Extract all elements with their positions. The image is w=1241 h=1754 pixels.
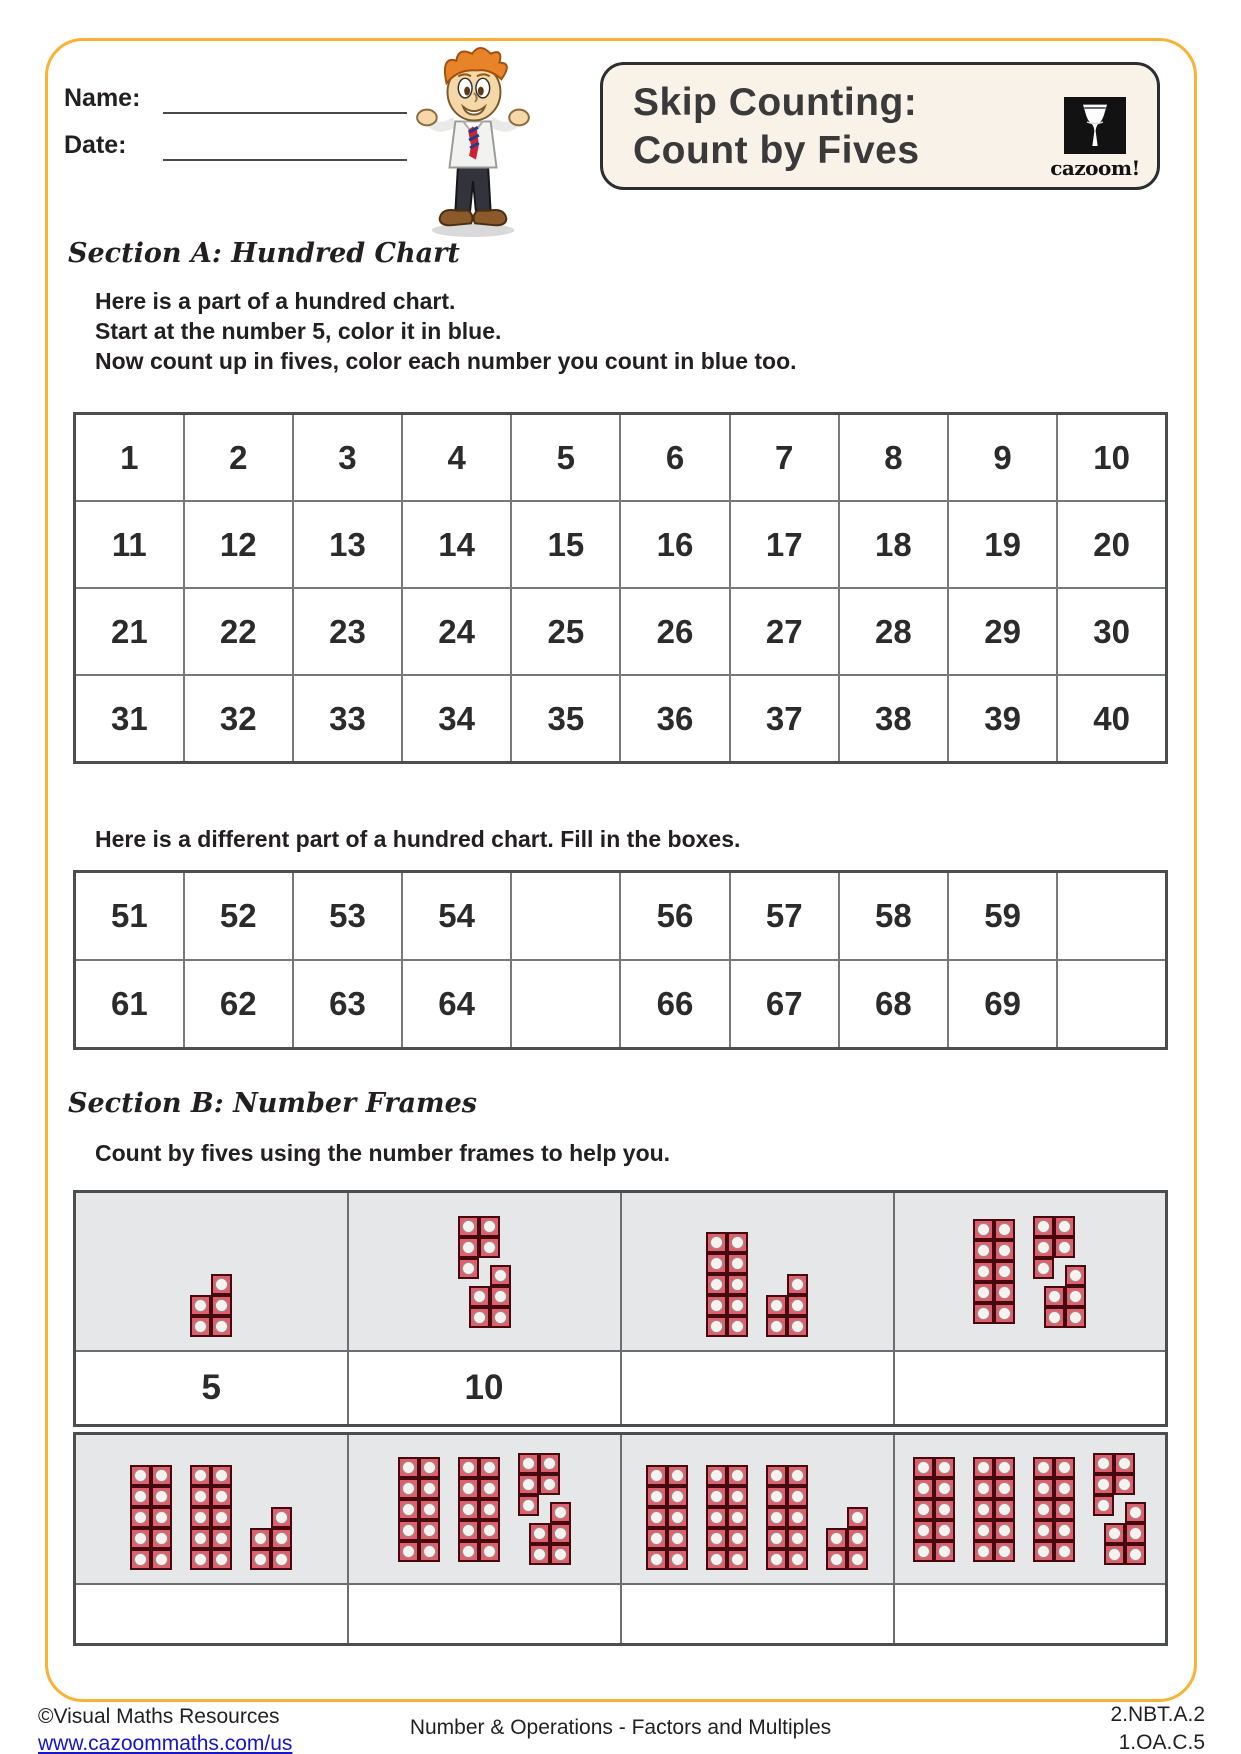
number-cell: 19 [948,501,1057,588]
number-cell: 4 [402,414,511,502]
number-frame-cell [75,1434,348,1585]
number-cell: 12 [184,501,293,588]
number-frame-cell [75,1192,348,1352]
number-frame-cell [894,1434,1167,1585]
number-cell: 69 [948,960,1057,1049]
number-cell: 6 [620,414,729,502]
section-a-heading: Section A: Hundred Chart [68,238,460,269]
fill-in-cell[interactable] [1057,960,1166,1049]
number-cell: 20 [1057,501,1166,588]
number-cell: 31 [75,675,184,763]
number-cell: 36 [620,675,729,763]
numicon-ten-piece [973,1457,1015,1562]
number-cell: 7 [730,414,839,502]
numicon-five-piece [826,1507,868,1570]
number-cell: 15 [511,501,620,588]
numicon-ten-piece [458,1457,500,1562]
number-cell: 22 [184,588,293,675]
numicon-five-piece [766,1274,808,1337]
section-b-heading: Section B: Number Frames [68,1088,477,1119]
number-cell: 16 [620,501,729,588]
cazoom-url-link[interactable]: www.cazoommaths.com/us [38,1732,293,1754]
number-cell: 34 [402,675,511,763]
number-cell: 32 [184,675,293,763]
date-label: Date: [64,131,127,159]
number-cell: 53 [293,872,402,961]
numicon-five-plus-five-pair [1033,1216,1086,1328]
number-cell: 25 [511,588,620,675]
standard-code-2: 1.OA.C.5 [1118,1731,1205,1754]
numicon-ten-piece [766,1465,808,1570]
number-cell: 33 [293,675,402,763]
date-line[interactable] [163,159,407,161]
footer-standards [1110,1701,1205,1754]
number-cell: 66 [620,960,729,1049]
fill-in-cell[interactable] [1057,872,1166,961]
copyright-text: ©Visual Maths Resources [38,1705,280,1728]
answer-fill-in-cell[interactable] [894,1351,1167,1426]
numicon-ten-piece [190,1465,232,1570]
number-cell: 26 [620,588,729,675]
number-cell: 24 [402,588,511,675]
number-cell: 1 [75,414,184,502]
numicon-five-piece [529,1502,571,1565]
numicon-five-plus-five-pair [518,1453,571,1565]
number-cell: 58 [839,872,948,961]
section-b-instruction: Count by fives using the number frames to help you. [95,1140,671,1166]
name-line[interactable] [163,112,407,114]
numicon-ten-piece [706,1465,748,1570]
number-frames-table-2 [73,1432,1168,1646]
number-cell: 8 [839,414,948,502]
number-cell: 11 [75,501,184,588]
number-cell: 27 [730,588,839,675]
number-cell: 59 [948,872,1057,961]
number-cell: 54 [402,872,511,961]
number-cell: 39 [948,675,1057,763]
number-cell: 29 [948,588,1057,675]
answer-fill-in-cell[interactable] [621,1584,894,1645]
hundred-chart-grid-2 [73,870,1168,1050]
number-cell: 23 [293,588,402,675]
number-frame-cell [894,1192,1167,1352]
number-cell: 56 [620,872,729,961]
number-cell: 35 [511,675,620,763]
number-cell: 9 [948,414,1057,502]
number-cell: 52 [184,872,293,961]
number-cell: 14 [402,501,511,588]
number-cell: 13 [293,501,402,588]
number-cell: 2 [184,414,293,502]
fill-in-cell[interactable] [511,872,620,961]
number-cell: 10 [1057,414,1166,502]
answer-cell: 5 [75,1351,348,1426]
number-cell: 57 [730,872,839,961]
logo-wordmark: cazoom! [1050,156,1140,180]
answer-fill-in-cell[interactable] [621,1351,894,1426]
number-cell: 62 [184,960,293,1049]
fill-in-instruction: Here is a different part of a hundred chart. Fill in the boxes. [95,826,741,852]
number-cell: 37 [730,675,839,763]
title-banner [600,62,1160,190]
number-cell: 18 [839,501,948,588]
numicon-ten-piece [1033,1457,1075,1562]
answer-cell: 10 [348,1351,621,1426]
number-cell: 68 [839,960,948,1049]
numicon-ten-piece [913,1457,955,1562]
numicon-ten-piece [398,1457,440,1562]
standard-code-1: 2.NBT.A.2 [1110,1703,1205,1726]
title-line-2: Count by Fives [633,129,920,172]
number-cell: 30 [1057,588,1166,675]
number-cell: 64 [402,960,511,1049]
number-cell: 63 [293,960,402,1049]
cartoon-boy-mascot-illustration [398,44,548,245]
instruction-line-3: Now count up in fives, color each number you count in blue too. [95,348,797,374]
worksheet-title [633,79,920,175]
numicon-five-piece [1104,1502,1146,1565]
number-frame-cell [621,1192,894,1352]
numicon-ten-piece [646,1465,688,1570]
number-frame-cell [348,1434,621,1585]
fill-in-cell[interactable] [511,960,620,1049]
number-cell: 5 [511,414,620,502]
number-cell: 61 [75,960,184,1049]
answer-fill-in-cell[interactable] [348,1584,621,1645]
number-frame-cell [348,1192,621,1352]
instruction-line-1: Here is a part of a hundred chart. [95,288,456,314]
numicon-ten-piece [973,1219,1015,1324]
number-frames-table-1 [73,1190,1168,1427]
instruction-line-2: Start at the number 5, color it in blue. [95,318,502,344]
answer-fill-in-cell[interactable] [75,1584,348,1645]
numicon-five-plus-five-pair [458,1216,511,1328]
number-cell: 40 [1057,675,1166,763]
number-frame-cell [621,1434,894,1585]
title-line-1: Skip Counting: [633,81,918,124]
name-label: Name: [64,84,141,112]
number-cell: 38 [839,675,948,763]
mascot-icon [398,44,548,240]
numicon-ten-piece [706,1232,748,1337]
cazoom-logo [1045,97,1145,180]
number-cell: 67 [730,960,839,1049]
number-cell: 51 [75,872,184,961]
number-cell: 17 [730,501,839,588]
numicon-five-piece [1044,1265,1086,1328]
number-cell: 21 [75,588,184,675]
hundred-chart-grid-1 [73,412,1168,764]
numicon-ten-piece [130,1465,172,1570]
numicon-five-piece [190,1274,232,1337]
number-cell: 28 [839,588,948,675]
vase-icon [1064,97,1126,154]
numicon-five-piece [469,1265,511,1328]
numicon-five-plus-five-pair [1093,1453,1146,1565]
number-cell: 3 [293,414,402,502]
numicon-five-piece [250,1507,292,1570]
answer-fill-in-cell[interactable] [894,1584,1167,1645]
footer-topic-text: Number & Operations - Factors and Multiples [409,1716,832,1739]
